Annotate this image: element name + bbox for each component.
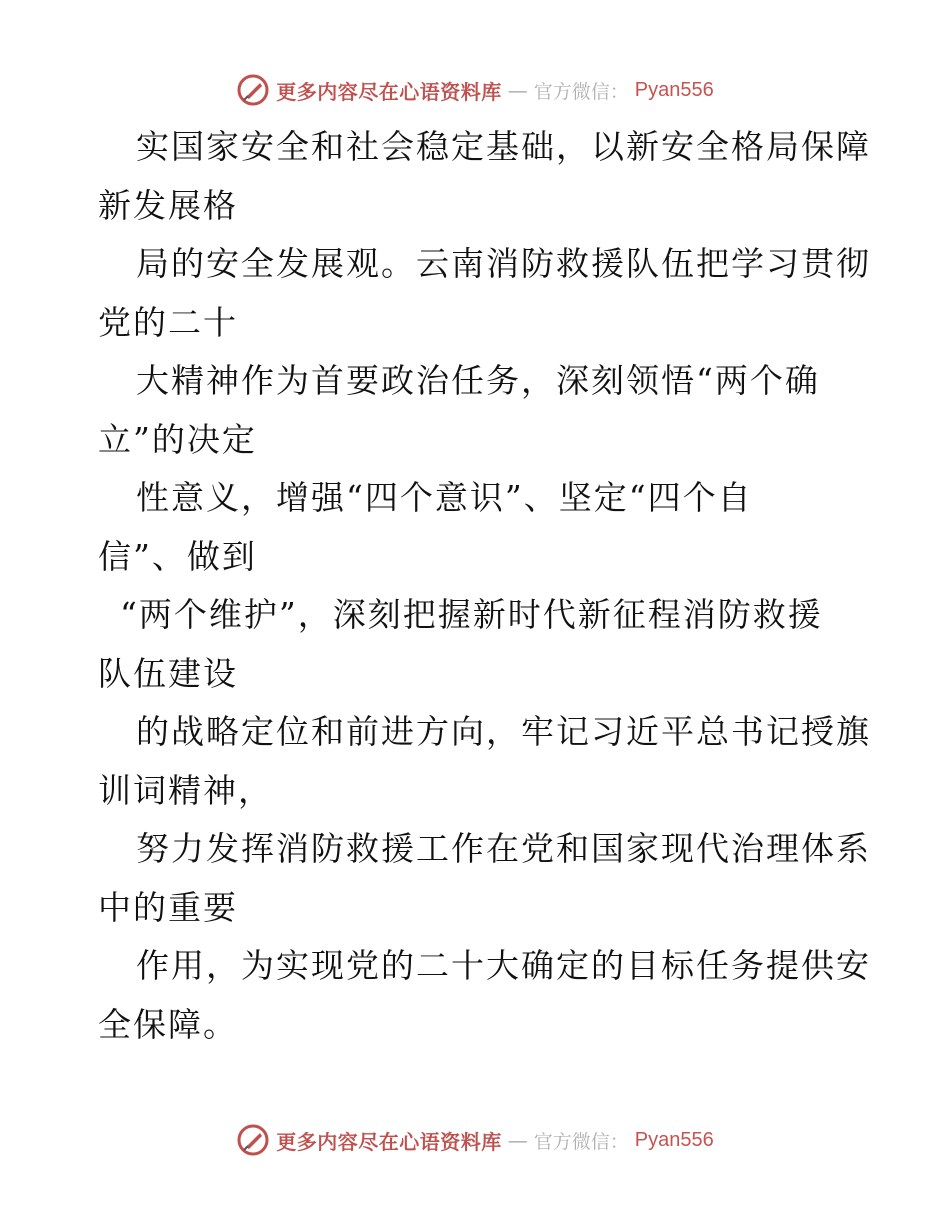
text-line: 党的二十	[98, 302, 238, 342]
banner-wechat-label: 官方微信：	[533, 1130, 629, 1153]
banner-wechat-id: Pyan556	[634, 1128, 714, 1151]
footer-banner	[0, 1120, 950, 1160]
text-line: “两个维护”，深刻把握新时代新征程消防救援	[120, 595, 823, 634]
text-line: 信”、做到	[98, 536, 257, 576]
feather-logo-icon	[236, 1123, 270, 1157]
text-line: 的战略定位和前进方向，牢记习近平总书记授旗	[136, 712, 871, 751]
text-line: 性意义，增强“四个意识”、坚定“四个自	[136, 478, 753, 517]
text-line: 作用，为实现党的二十大确定的目标任务提供安	[136, 946, 871, 985]
text-line: 努力发挥消防救援工作在党和国家现代治理体系	[136, 829, 871, 868]
text-line: 大精神作为首要政治任务，深刻领悟“两个确	[136, 361, 820, 400]
text-line: 队伍建设	[98, 653, 238, 693]
text-line: 立”的决定	[98, 419, 257, 459]
text-line: 实国家安全和社会稳定基础，以新安全格局保障	[136, 127, 871, 166]
banner-site-text: 更多内容尽在心语资料库	[276, 79, 502, 104]
text-line: 训词精神，	[98, 770, 273, 810]
banner-wechat-id: Pyan556	[634, 78, 714, 101]
header-banner	[0, 70, 950, 110]
text-line: 全保障。	[98, 1004, 238, 1044]
banner-dash: —	[507, 1128, 528, 1152]
banner-site-text: 更多内容尽在心语资料库	[276, 1129, 502, 1154]
text-line: 中的重要	[98, 887, 238, 927]
banner-wechat-label: 官方微信：	[533, 80, 629, 103]
text-line: 新发展格	[98, 185, 238, 225]
banner-dash: —	[507, 78, 528, 102]
feather-logo-icon	[236, 73, 270, 107]
text-line: 局的安全发展观。云南消防救援队伍把学习贯彻	[136, 244, 871, 283]
document-body	[98, 118, 871, 1054]
